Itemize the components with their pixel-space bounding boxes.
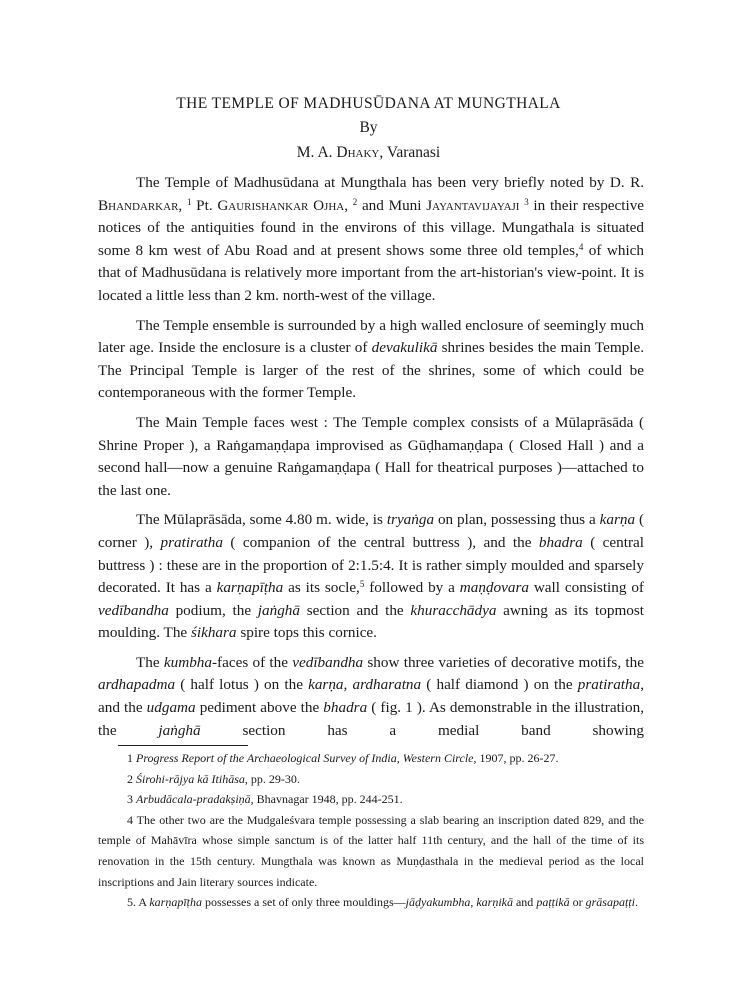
paragraph: The Temple of Madhusūdana at Mungthala has been very briefly noted by D. R. Bhandarkar, $^1$ Pt. Gaurishankar Ojha, $^2$ and Muni Jayantavijayaji $^3$ in their respective notices of the antiquities found in the environs of this village. Mungathala is situated some 8 km west of Abu Road and at present shows some three old temples,$^4$ of which that of Madhusūdana is relatively more important from the art-historian's view-point. It is located a little less than 2 km. north-west of the village. (98, 174, 645, 304)
footnote: 1 Progress Report of the Archaeological Survey of India, Western Circle, 1907, pp. 26-27. (127, 751, 559, 765)
footnote: 4 The other two are the Mudgaleśvara temple possessing a slab bearing an inscription dated 829, and the temple of Mahāvīra whose simple sanctum is of the latter half 11th century, and the hall of the time of its renovation in the 15th century. Mungthala was known as Muṇḍasthala in the medieval period as the local inscriptions and Jain literary sources indicate. (98, 812, 644, 889)
footnotes (98, 748, 644, 913)
paragraph: The kumbha-faces of the vedībandha show three varieties of decorative motifs, the ardhapadma ( half lotus ) on the karṇa, ardharatna ( half diamond ) on the pratiratha, and the udgama pediment above the bhadra ( fig. 1 ). As demonstrable in the illustration, the jaṅghā section has a medial band showing (98, 653, 644, 739)
footnote-rule (118, 745, 248, 746)
article-title: THE TEMPLE OF MADHUSŪDANA AT MUNGTHALA (176, 95, 561, 112)
byline: By (359, 119, 378, 136)
paragraph: The Temple ensemble is surrounded by a high walled enclosure of seemingly much later age. Inside the enclosure is a cluster of devakulikā shrines besides the main Temple. The Principal Temple is larger of the rest of the shrines, some of which could be contemporaneous with the former Temple. (98, 316, 644, 402)
footnote: 3 Arbudācala-pradakṣiṇā, Bhavnagar 1948, pp. 244-251. (127, 792, 403, 807)
article-body (98, 172, 644, 749)
paragraph: The Mūlaprāsāda, some 4.80 m. wide, is tryaṅga on plan, possessing thus a karṇa ( corner ), pratiratha ( companion of the central buttress ), and the bhadra ( central buttress ) : these are in the proportion of 2:1.5:4. It is rather simply moulded and sparsely decorated. It has a karṇapīṭha as its socle,$^5$ followed by a maṇḍovara wall consisting of vedībandha podium, the jaṅghā section and the khuracchādya awning as its topmost moulding. The śikhara spire tops this cornice. (98, 511, 644, 642)
author-line: M. A. Dhaky, Varanasi (296, 144, 441, 161)
footnote: 2 Śirohi-rājya kā Itihāsa, pp. 29-30. (127, 771, 300, 786)
paragraph: The Main Temple faces west : The Temple complex consists of a Mūlaprāsāda ( Shrine Proper ), a Raṅgamaṇḍapa improvised as Gūḍhamaṇḍapa ( Closed Hall ) and a second hall—now a genuine Raṅgamaṇḍapa ( Hall for theatrical purposes )—attached to the last one. (98, 413, 644, 499)
footnote: 5. A karṇapīṭha possesses a set of only three mouldings—jāḍyakumbha, karṇikā and paṭṭikā or grāsapaṭṭi. (127, 895, 638, 910)
